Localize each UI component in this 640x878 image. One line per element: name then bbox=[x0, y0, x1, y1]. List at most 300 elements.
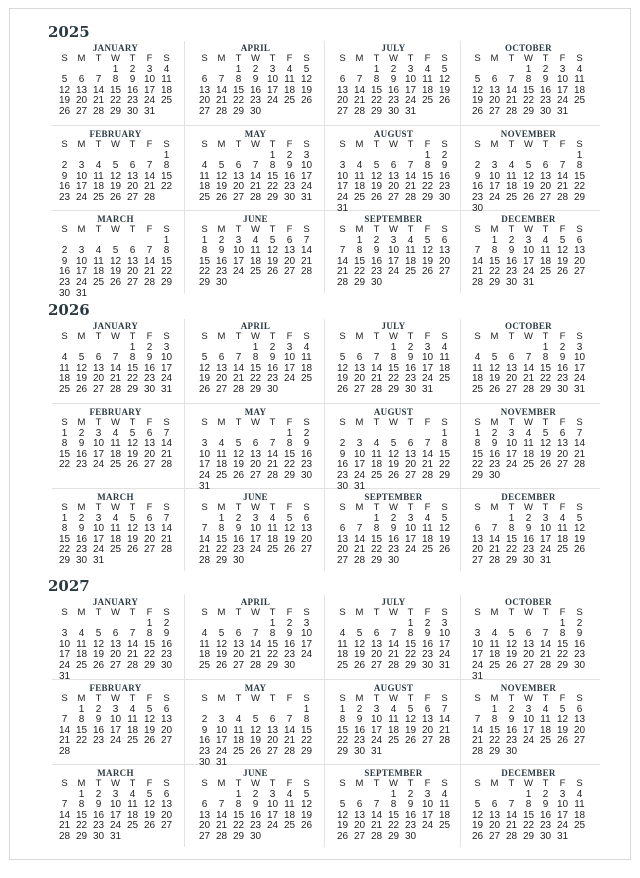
day-cell: 20 bbox=[556, 448, 569, 460]
month-name: OCTOBER bbox=[505, 43, 552, 53]
weekday-header: F bbox=[424, 224, 431, 235]
day-cell: 8 bbox=[407, 628, 414, 640]
day-cell: 30 bbox=[505, 745, 518, 757]
weekday-header: M bbox=[217, 607, 226, 618]
weekday-header: S bbox=[303, 502, 310, 513]
day-cell: 18 bbox=[353, 181, 366, 193]
day-cell: 2 bbox=[474, 160, 481, 172]
day-cell: 13 bbox=[160, 799, 173, 811]
day-cell: 26 bbox=[522, 191, 535, 203]
day-cell: 27 bbox=[160, 735, 173, 747]
day-cell: 6 bbox=[576, 703, 583, 715]
weekday-header: T bbox=[373, 778, 380, 789]
day-cell: 26 bbox=[92, 659, 105, 671]
weekday-header: W bbox=[111, 693, 120, 704]
day-cell: 30 bbox=[266, 383, 279, 395]
day-cell: 17 bbox=[300, 638, 313, 650]
day-cell: 11 bbox=[93, 255, 104, 267]
day-cell: 4 bbox=[339, 628, 346, 640]
day-cell: 28 bbox=[198, 554, 211, 566]
day-cell: 8 bbox=[576, 160, 583, 172]
day-cell: 1 bbox=[542, 341, 549, 353]
month-name: NOVEMBER bbox=[500, 129, 557, 139]
day-cell: 11 bbox=[110, 438, 121, 450]
day-cell: 30 bbox=[283, 191, 296, 203]
day-cell: 26 bbox=[404, 735, 417, 747]
day-cell: 1 bbox=[339, 703, 346, 715]
day-cell: 18 bbox=[58, 373, 71, 385]
day-cell: 8 bbox=[508, 523, 515, 535]
day-cell: 15 bbox=[300, 724, 313, 736]
day-cell: 7 bbox=[269, 438, 276, 450]
day-cell: 20 bbox=[249, 459, 262, 471]
row-divider bbox=[52, 125, 600, 126]
day-cell: 26 bbox=[336, 383, 349, 395]
weekday-header: S bbox=[201, 502, 208, 513]
day-cell: 18 bbox=[471, 373, 484, 385]
day-cell: 10 bbox=[438, 628, 451, 640]
weekday-header: T bbox=[407, 778, 414, 789]
day-cell: 3 bbox=[339, 160, 346, 172]
weekday-header: W bbox=[111, 139, 120, 150]
day-cell: 28 bbox=[353, 105, 366, 117]
month-name: FEBRUARY bbox=[89, 407, 142, 417]
day-cell: 30 bbox=[505, 276, 518, 288]
weekday-header: T bbox=[129, 53, 136, 64]
day-cell: 4 bbox=[474, 352, 481, 364]
day-cell: 31 bbox=[438, 659, 451, 671]
day-cell: 29 bbox=[404, 659, 417, 671]
day-cell: 14 bbox=[109, 362, 122, 374]
day-cell: 31 bbox=[370, 745, 383, 757]
day-cell: 19 bbox=[556, 255, 569, 267]
month-september bbox=[334, 492, 459, 572]
day-cell: 29 bbox=[539, 383, 552, 395]
day-cell: 13 bbox=[75, 84, 88, 96]
day-cell: 8 bbox=[373, 523, 380, 535]
day-cell: 24 bbox=[522, 266, 535, 278]
day-cell: 6 bbox=[235, 628, 242, 640]
month-name: MAY bbox=[244, 407, 267, 417]
day-cell: 8 bbox=[390, 799, 397, 811]
day-cell: 23 bbox=[404, 373, 417, 385]
weekday-header: T bbox=[508, 693, 515, 704]
day-cell: 12 bbox=[488, 362, 501, 374]
day-cell: 17 bbox=[522, 724, 535, 736]
weekday-header: F bbox=[146, 693, 153, 704]
day-cell: 26 bbox=[109, 276, 122, 288]
day-cell: 28 bbox=[126, 659, 139, 671]
day-grid bbox=[334, 140, 459, 214]
day-cell: 3 bbox=[269, 788, 276, 800]
weekday-header: S bbox=[576, 331, 583, 342]
month-may bbox=[196, 129, 321, 209]
day-cell: 1 bbox=[252, 341, 259, 353]
day-cell: 27 bbox=[198, 105, 211, 117]
day-cell: 28 bbox=[232, 383, 245, 395]
calendar-page bbox=[9, 8, 631, 860]
day-cell: 22 bbox=[387, 373, 400, 385]
weekday-header: W bbox=[251, 778, 260, 789]
day-cell: 14 bbox=[266, 448, 279, 460]
day-cell: 8 bbox=[252, 352, 259, 364]
day-cell: 24 bbox=[143, 95, 156, 107]
year-title: 2026 bbox=[48, 301, 90, 319]
day-cell: 29 bbox=[488, 276, 501, 288]
month-name: APRIL bbox=[240, 321, 271, 331]
day-cell: 2 bbox=[78, 427, 85, 439]
day-cell: 7 bbox=[61, 799, 68, 811]
day-cell: 15 bbox=[266, 170, 279, 182]
day-cell: 8 bbox=[491, 245, 498, 257]
day-cell: 1 bbox=[269, 149, 276, 161]
weekday-header: S bbox=[201, 778, 208, 789]
day-cell: 18 bbox=[215, 459, 228, 471]
month-june bbox=[196, 768, 321, 848]
day-cell: 4 bbox=[201, 628, 208, 640]
month-april bbox=[196, 43, 321, 123]
day-cell: 1 bbox=[491, 703, 498, 715]
weekday-header: F bbox=[146, 224, 153, 235]
day-cell: 25 bbox=[573, 95, 586, 107]
day-cell: 17 bbox=[75, 266, 88, 278]
day-cell: 5 bbox=[218, 628, 225, 640]
weekday-header: T bbox=[542, 331, 549, 342]
day-cell: 10 bbox=[336, 170, 349, 182]
day-cell: 28 bbox=[370, 383, 383, 395]
weekday-header: T bbox=[407, 139, 414, 150]
day-cell: 6 bbox=[146, 512, 153, 524]
day-cell: 17 bbox=[215, 735, 228, 747]
day-cell: 7 bbox=[542, 628, 549, 640]
day-cell: 25 bbox=[92, 276, 105, 288]
weekday-header: S bbox=[474, 417, 481, 428]
day-cell: 23 bbox=[126, 95, 139, 107]
day-cell: 12 bbox=[471, 809, 484, 821]
day-cell: 10 bbox=[421, 799, 434, 811]
day-cell: 12 bbox=[300, 799, 313, 811]
day-cell: 30 bbox=[58, 287, 71, 299]
day-cell: 18 bbox=[75, 649, 88, 661]
day-cell: 27 bbox=[249, 469, 262, 481]
day-cell: 18 bbox=[438, 362, 451, 374]
day-cell: 14 bbox=[215, 84, 228, 96]
day-cell: 11 bbox=[233, 724, 244, 736]
day-cell: 7 bbox=[356, 523, 363, 535]
day-cell: 30 bbox=[404, 830, 417, 842]
day-cell: 19 bbox=[438, 84, 451, 96]
day-cell: 13 bbox=[266, 724, 279, 736]
weekday-header: M bbox=[217, 417, 226, 428]
weekday-header: F bbox=[559, 53, 566, 64]
day-cell: 19 bbox=[249, 735, 262, 747]
month-february bbox=[56, 129, 181, 209]
day-cell: 1 bbox=[201, 234, 208, 246]
day-cell: 26 bbox=[573, 544, 586, 556]
day-cell: 12 bbox=[143, 714, 156, 726]
day-cell: 18 bbox=[300, 362, 313, 374]
day-cell: 9 bbox=[235, 523, 242, 535]
day-cell: 8 bbox=[339, 714, 346, 726]
day-cell: 24 bbox=[75, 191, 88, 203]
month-name: SEPTEMBER bbox=[364, 492, 423, 502]
weekday-header: S bbox=[576, 417, 583, 428]
weekday-header: T bbox=[542, 53, 549, 64]
day-cell: 31 bbox=[556, 830, 569, 842]
day-cell: 27 bbox=[143, 544, 156, 556]
month-name: FEBRUARY bbox=[89, 683, 142, 693]
weekday-header: T bbox=[129, 417, 136, 428]
day-cell: 16 bbox=[404, 362, 417, 374]
weekday-header: T bbox=[508, 778, 515, 789]
day-cell: 1 bbox=[78, 788, 85, 800]
day-cell: 10 bbox=[387, 245, 400, 257]
day-cell: 20 bbox=[539, 181, 552, 193]
day-cell: 2 bbox=[508, 703, 515, 715]
day-cell: 12 bbox=[404, 714, 417, 726]
day-cell: 2 bbox=[390, 512, 397, 524]
day-cell: 16 bbox=[556, 362, 569, 374]
weekday-header: S bbox=[339, 417, 346, 428]
day-cell: 26 bbox=[438, 95, 451, 107]
day-cell: 4 bbox=[373, 438, 380, 450]
day-cell: 21 bbox=[370, 820, 383, 832]
weekday-header: M bbox=[217, 53, 226, 64]
day-cell: 28 bbox=[215, 830, 228, 842]
day-cell: 15 bbox=[160, 255, 173, 267]
day-cell: 16 bbox=[283, 170, 296, 182]
day-cell: 5 bbox=[303, 63, 310, 75]
day-cell: 11 bbox=[250, 245, 261, 257]
day-cell: 5 bbox=[474, 74, 481, 86]
day-cell: 24 bbox=[215, 745, 228, 757]
day-cell: 28 bbox=[387, 659, 400, 671]
day-cell: 4 bbox=[61, 352, 68, 364]
day-cell: 19 bbox=[92, 649, 105, 661]
day-cell: 8 bbox=[491, 714, 498, 726]
day-cell: 3 bbox=[95, 427, 102, 439]
day-cell: 25 bbox=[249, 266, 262, 278]
weekday-header: M bbox=[77, 607, 86, 618]
day-cell: 13 bbox=[126, 255, 139, 267]
month-august bbox=[334, 683, 459, 763]
day-cell: 2 bbox=[424, 617, 431, 629]
day-cell: 18 bbox=[109, 448, 122, 460]
day-cell: 22 bbox=[198, 266, 211, 278]
day-cell: 14 bbox=[505, 84, 518, 96]
day-cell: 12 bbox=[471, 84, 484, 96]
day-cell: 13 bbox=[198, 84, 211, 96]
day-grid bbox=[334, 608, 459, 672]
weekday-header: T bbox=[269, 53, 276, 64]
weekday-header: M bbox=[490, 417, 499, 428]
day-cell: 15 bbox=[353, 255, 366, 267]
day-cell: 25 bbox=[370, 469, 383, 481]
day-cell: 16 bbox=[266, 362, 279, 374]
day-cell: 19 bbox=[471, 820, 484, 832]
day-cell: 31 bbox=[336, 202, 349, 214]
day-cell: 1 bbox=[491, 234, 498, 246]
day-cell: 21 bbox=[505, 820, 518, 832]
day-cell: 3 bbox=[356, 438, 363, 450]
weekday-header: S bbox=[303, 224, 310, 235]
weekday-header: F bbox=[146, 139, 153, 150]
month-name: SEPTEMBER bbox=[364, 214, 423, 224]
day-cell: 13 bbox=[160, 714, 173, 726]
day-cell: 30 bbox=[232, 554, 245, 566]
day-cell: 9 bbox=[525, 523, 532, 535]
day-cell: 21 bbox=[505, 95, 518, 107]
weekday-header: T bbox=[129, 502, 136, 513]
day-cell: 25 bbox=[160, 95, 173, 107]
day-cell: 19 bbox=[505, 649, 518, 661]
day-cell: 24 bbox=[92, 459, 105, 471]
weekday-header: T bbox=[373, 502, 380, 513]
day-cell: 16 bbox=[215, 255, 228, 267]
day-cell: 2 bbox=[508, 234, 515, 246]
day-cell: 21 bbox=[522, 373, 535, 385]
weekday-header: S bbox=[339, 607, 346, 618]
day-cell: 2 bbox=[218, 234, 225, 246]
weekday-header: M bbox=[490, 778, 499, 789]
day-cell: 31 bbox=[404, 105, 417, 117]
day-cell: 7 bbox=[252, 160, 259, 172]
day-cell: 30 bbox=[421, 659, 434, 671]
day-cell: 25 bbox=[126, 735, 139, 747]
day-cell: 27 bbox=[336, 554, 349, 566]
day-cell: 13 bbox=[421, 714, 434, 726]
weekday-header: F bbox=[146, 607, 153, 618]
day-cell: 23 bbox=[471, 191, 484, 203]
day-grid bbox=[56, 225, 181, 299]
weekday-header: T bbox=[373, 693, 380, 704]
day-cell: 16 bbox=[92, 809, 105, 821]
day-cell: 19 bbox=[198, 373, 211, 385]
day-cell: 25 bbox=[215, 469, 228, 481]
day-cell: 22 bbox=[75, 735, 88, 747]
day-cell: 12 bbox=[556, 714, 569, 726]
day-cell: 4 bbox=[441, 788, 448, 800]
month-december bbox=[469, 768, 594, 848]
day-cell: 16 bbox=[370, 255, 383, 267]
day-cell: 8 bbox=[542, 352, 549, 364]
day-cell: 29 bbox=[387, 830, 400, 842]
day-cell: 22 bbox=[370, 95, 383, 107]
day-cell: 29 bbox=[336, 745, 349, 757]
weekday-header: S bbox=[201, 53, 208, 64]
day-cell: 24 bbox=[266, 95, 279, 107]
day-cell: 24 bbox=[353, 469, 366, 481]
day-cell: 9 bbox=[474, 170, 481, 182]
day-cell: 6 bbox=[201, 74, 208, 86]
weekday-header: T bbox=[129, 693, 136, 704]
day-cell: 29 bbox=[143, 659, 156, 671]
day-cell: 28 bbox=[336, 276, 349, 288]
day-cell: 26 bbox=[471, 830, 484, 842]
day-cell: 7 bbox=[112, 352, 119, 364]
day-cell: 7 bbox=[252, 628, 259, 640]
day-cell: 19 bbox=[336, 820, 349, 832]
day-cell: 4 bbox=[525, 427, 532, 439]
weekday-header: S bbox=[61, 224, 68, 235]
day-cell: 6 bbox=[163, 788, 170, 800]
day-cell: 6 bbox=[78, 74, 85, 86]
weekday-header: T bbox=[235, 53, 242, 64]
weekday-header: T bbox=[269, 607, 276, 618]
day-cell: 1 bbox=[390, 788, 397, 800]
weekday-header: M bbox=[355, 693, 364, 704]
day-cell: 27 bbox=[92, 383, 105, 395]
weekday-header: S bbox=[303, 53, 310, 64]
day-cell: 19 bbox=[370, 181, 383, 193]
day-cell: 16 bbox=[249, 809, 262, 821]
day-cell: 16 bbox=[232, 533, 245, 545]
day-cell: 25 bbox=[387, 735, 400, 747]
day-cell: 2 bbox=[286, 149, 293, 161]
day-grid bbox=[56, 503, 181, 567]
day-grid bbox=[56, 54, 181, 118]
month-march bbox=[56, 768, 181, 848]
day-cell: 29 bbox=[505, 554, 518, 566]
day-cell: 15 bbox=[160, 170, 173, 182]
day-cell: 22 bbox=[126, 373, 139, 385]
day-cell: 8 bbox=[163, 245, 170, 257]
day-cell: 16 bbox=[58, 181, 71, 193]
day-cell: 2 bbox=[356, 703, 363, 715]
day-cell: 9 bbox=[61, 170, 68, 182]
day-cell: 21 bbox=[353, 544, 366, 556]
weekday-header: M bbox=[77, 693, 86, 704]
weekday-header: T bbox=[542, 607, 549, 618]
day-cell: 20 bbox=[126, 266, 139, 278]
day-cell: 24 bbox=[198, 469, 211, 481]
day-cell: 16 bbox=[92, 724, 105, 736]
day-cell: 17 bbox=[109, 809, 122, 821]
day-cell: 17 bbox=[92, 448, 105, 460]
day-cell: 20 bbox=[488, 820, 501, 832]
day-cell: 30 bbox=[215, 276, 228, 288]
day-cell: 19 bbox=[522, 181, 535, 193]
month-name: JUNE bbox=[243, 768, 268, 778]
day-cell: 31 bbox=[143, 105, 156, 117]
day-cell: 17 bbox=[556, 809, 569, 821]
day-cell: 24 bbox=[283, 373, 296, 385]
weekday-header: M bbox=[490, 224, 499, 235]
month-name: JULY bbox=[381, 43, 406, 53]
day-cell: 11 bbox=[76, 638, 87, 650]
day-cell: 20 bbox=[488, 95, 501, 107]
day-cell: 28 bbox=[556, 191, 569, 203]
day-cell: 24 bbox=[266, 820, 279, 832]
weekday-header: T bbox=[129, 224, 136, 235]
day-cell: 26 bbox=[215, 191, 228, 203]
weekday-header: W bbox=[251, 224, 260, 235]
day-cell: 10 bbox=[573, 352, 586, 364]
day-cell: 28 bbox=[160, 544, 173, 556]
day-cell: 23 bbox=[300, 459, 313, 471]
day-cell: 11 bbox=[127, 799, 138, 811]
day-cell: 11 bbox=[59, 362, 70, 374]
day-cell: 27 bbox=[573, 266, 586, 278]
day-cell: 14 bbox=[160, 438, 173, 450]
day-cell: 12 bbox=[573, 523, 586, 535]
day-cell: 25 bbox=[539, 735, 552, 747]
day-cell: 28 bbox=[353, 554, 366, 566]
month-september bbox=[334, 768, 459, 848]
month-name: JANUARY bbox=[92, 321, 139, 331]
weekday-header: F bbox=[424, 331, 431, 342]
day-cell: 22 bbox=[232, 820, 245, 832]
